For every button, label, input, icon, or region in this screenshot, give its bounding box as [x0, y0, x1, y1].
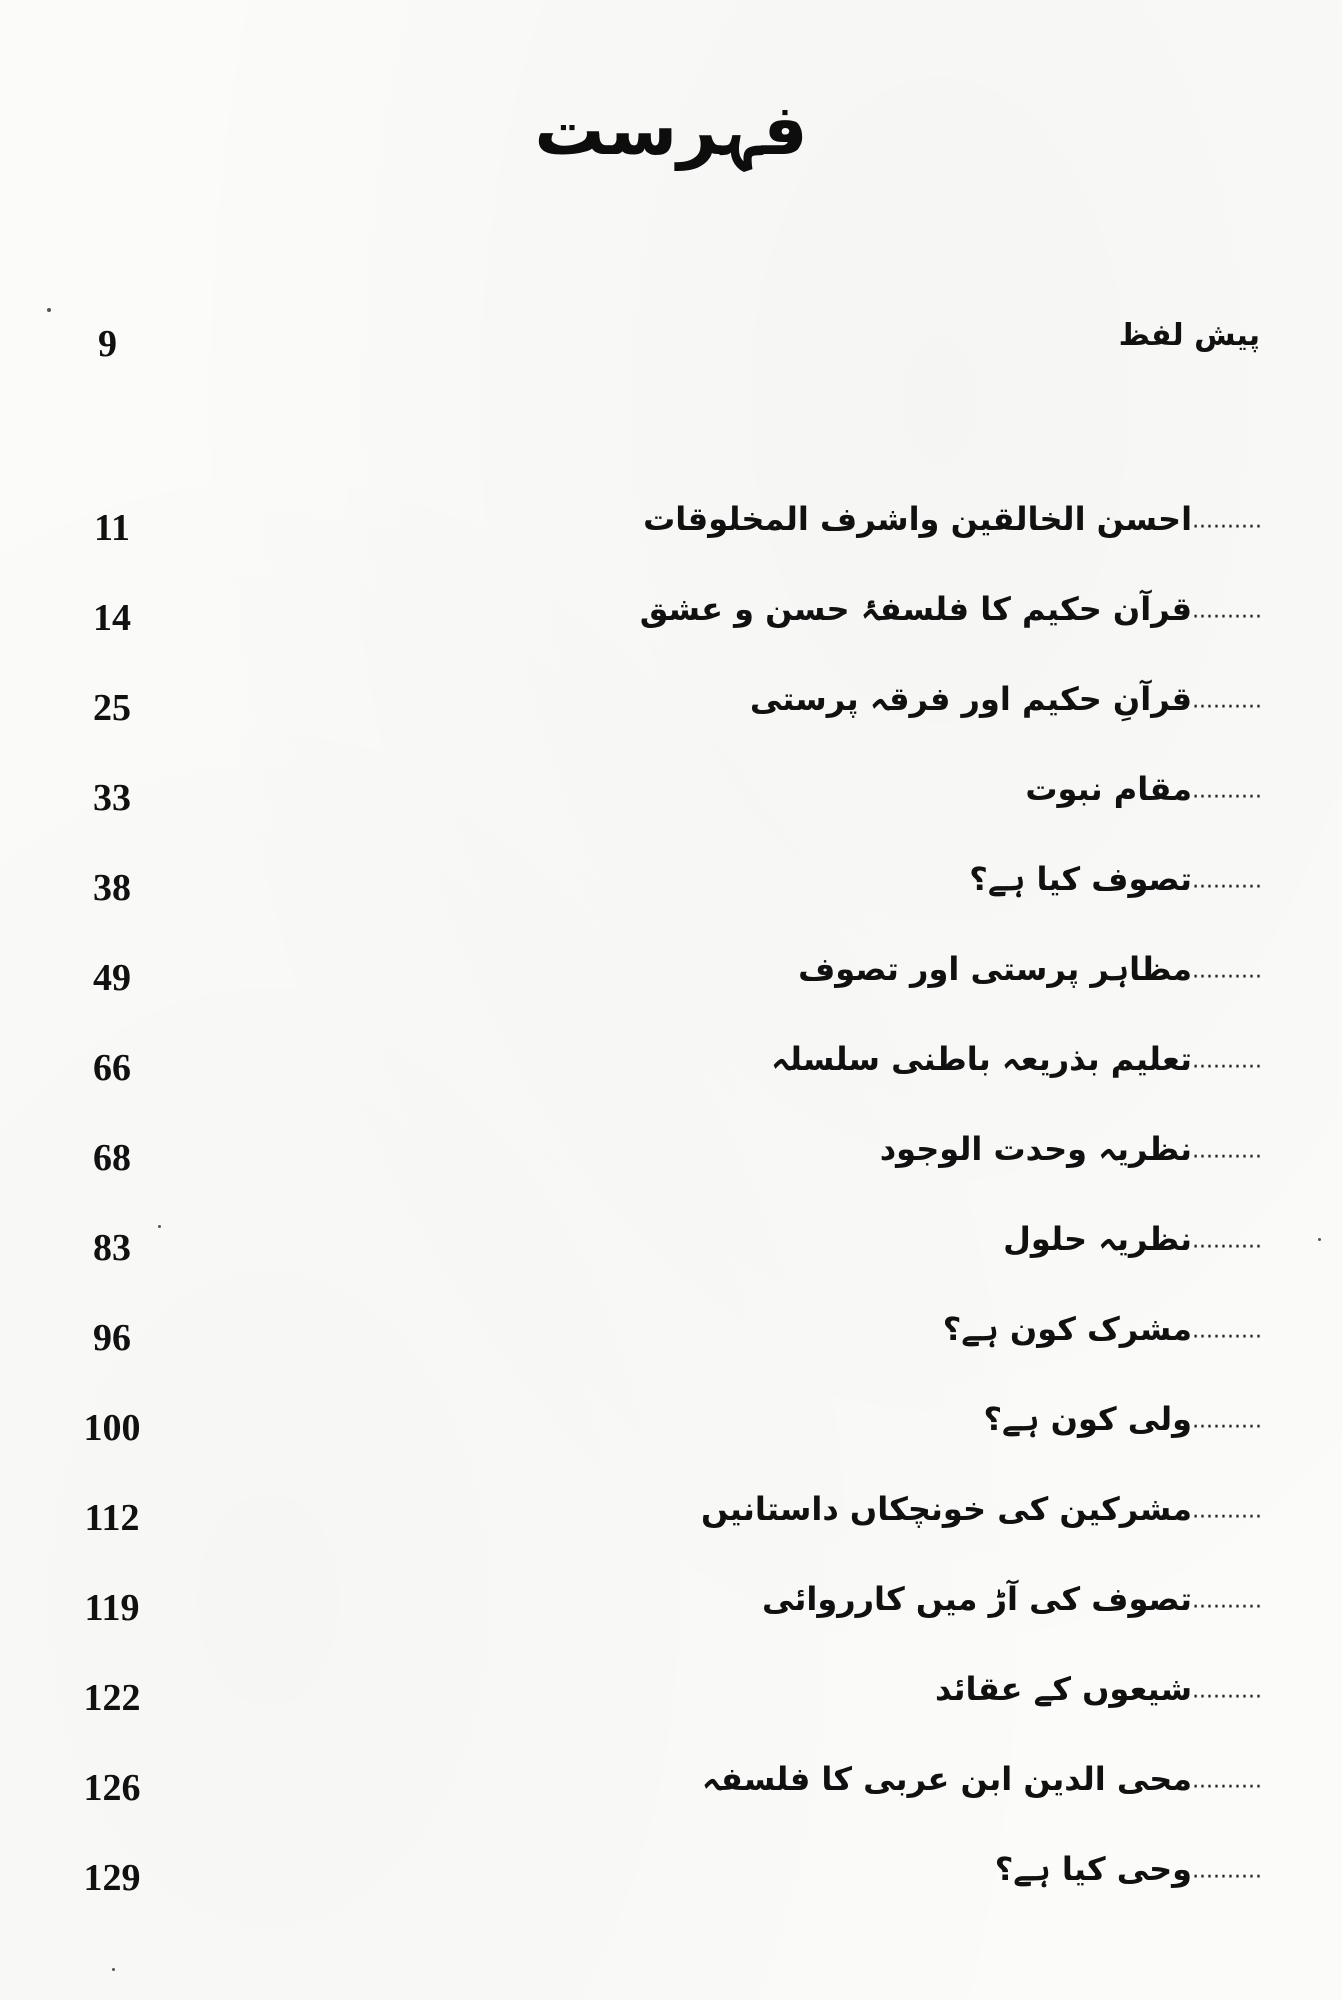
paper-speck [112, 1968, 115, 1971]
toc-entry-title: مشرکین کی خونچکاں داستانیں [700, 1490, 1193, 1528]
toc-entry [771, 1040, 1262, 1078]
toc-entry-title: مقام نبوت [1025, 770, 1193, 808]
toc-row [0, 1846, 1342, 1916]
leader-dots: .......... [1192, 1678, 1262, 1704]
toc-entry [969, 860, 1262, 898]
toc-entry [1003, 1220, 1262, 1258]
toc-entry-title: نظریہ وحدت الوجود [879, 1130, 1193, 1168]
toc-page-number: 49 [93, 957, 131, 999]
toc-page-number: 126 [83, 1767, 141, 1809]
toc-row [0, 1036, 1342, 1106]
toc-page-number: 38 [93, 867, 131, 909]
toc-row [0, 496, 1342, 566]
toc-entry [943, 1310, 1262, 1348]
toc-entry-title: مشرک کون ہے؟ [942, 1310, 1193, 1348]
toc-entry-title: تعلیم بذریعہ باطنی سلسلہ [771, 1040, 1193, 1078]
leader-dots: .......... [1192, 1588, 1262, 1614]
toc-row [0, 856, 1342, 926]
leader-dots: .......... [1192, 1318, 1262, 1344]
toc-entry [935, 1670, 1262, 1708]
leader-dots: .......... [1192, 1768, 1262, 1794]
leader-dots: .......... [1192, 1138, 1262, 1164]
toc-entry-title: ولی کون ہے؟ [983, 1400, 1193, 1438]
leader-dots: .......... [1192, 1228, 1262, 1254]
leader-dots: .......... [1192, 598, 1262, 624]
toc-row [0, 1756, 1342, 1826]
toc-entry [1025, 770, 1262, 808]
toc-entry-title: وحی کیا ہے؟ [994, 1850, 1193, 1888]
toc-page-number: 11 [94, 507, 130, 549]
leader-dots: .......... [1192, 958, 1262, 984]
toc-entry-title: قرآن حکیم کا فلسفۂ حسن و عشق [639, 590, 1193, 628]
toc-page-number: 100 [83, 1407, 141, 1449]
toc-row [0, 1126, 1342, 1196]
toc-entry-title: تصوف کیا ہے؟ [969, 860, 1193, 898]
toc-entry [702, 1760, 1262, 1798]
toc-entry-title: تصوف کی آڑ میں کارروائی [761, 1580, 1193, 1618]
leader-dots: .......... [1192, 688, 1262, 714]
toc-entry [995, 1850, 1262, 1888]
toc-row [0, 1396, 1342, 1466]
toc-row [0, 1576, 1342, 1646]
leader-dots: .......... [1192, 1408, 1262, 1434]
page-title: فہرست [534, 89, 808, 171]
toc-entry [983, 1400, 1262, 1438]
toc-page-number: 112 [84, 1497, 140, 1539]
toc-page-number: 122 [83, 1677, 141, 1719]
toc-entry-title: نظریہ حلول [1003, 1220, 1193, 1258]
toc-page-number: 119 [84, 1587, 140, 1629]
toc-entry [798, 950, 1262, 988]
leader-dots: .......... [1192, 778, 1262, 804]
toc-entry-title: احسن الخالقین واشرف المخلوقات [643, 500, 1193, 538]
toc-page-number: 96 [93, 1317, 131, 1359]
leader-dots: .......... [1192, 508, 1262, 534]
toc-row [0, 676, 1342, 746]
toc-entry [643, 500, 1262, 538]
toc-row [0, 1216, 1342, 1286]
toc-entry [762, 1580, 1262, 1618]
toc-row [0, 586, 1342, 656]
leader-dots: .......... [1192, 1498, 1262, 1524]
toc-row [0, 1666, 1342, 1736]
toc-entry [640, 590, 1262, 628]
leader-dots: .......... [1192, 1858, 1262, 1884]
toc-row [0, 1486, 1342, 1556]
toc-row [0, 766, 1342, 836]
intro-page-number: 9 [98, 323, 117, 365]
paper-speck [47, 308, 51, 312]
toc-row [0, 946, 1342, 1016]
toc-entry-title: قرآنِ حکیم اور فرقہ پرستی [749, 680, 1193, 718]
toc-entry [750, 680, 1262, 718]
intro-label: پیش لفظ [1118, 318, 1260, 353]
toc-entry [880, 1130, 1262, 1168]
toc-page-number: 33 [93, 777, 131, 819]
toc-page-number: 25 [93, 687, 131, 729]
toc-page-number: 129 [83, 1857, 141, 1899]
leader-dots: .......... [1192, 1048, 1262, 1074]
toc-entry [701, 1490, 1262, 1528]
toc-page-number: 14 [93, 597, 131, 639]
toc-page-number: 68 [93, 1137, 131, 1179]
leader-dots: .......... [1192, 868, 1262, 894]
toc-row [0, 1306, 1342, 1376]
toc-page-number: 66 [93, 1047, 131, 1089]
toc-entry-title: محی الدین ابن عربی کا فلسفہ [701, 1760, 1193, 1798]
toc-entry-title: مظاہر پرستی اور تصوف [798, 950, 1193, 988]
toc-page-number: 83 [93, 1227, 131, 1269]
toc-entry-title: شیعوں کے عقائد [935, 1670, 1193, 1708]
